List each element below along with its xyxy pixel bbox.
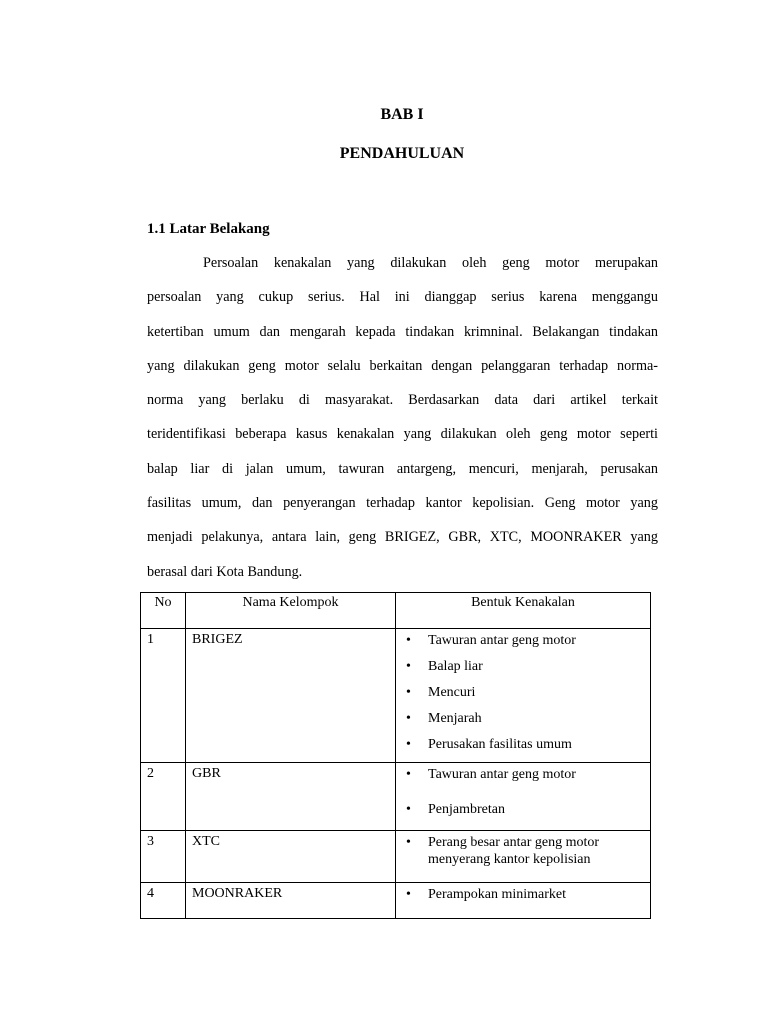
table-row xyxy=(141,831,651,883)
list-item: • Balap liar xyxy=(428,658,644,684)
header-group-name: Nama Kelompok xyxy=(186,593,396,629)
cell-group-name: GBR xyxy=(186,763,396,831)
list-item: • Perang besar antar geng motor menyerang kantor kepolisian xyxy=(428,834,644,868)
list-item: • Tawuran antar geng motor xyxy=(428,766,644,801)
paragraph-line: berasal dari Kota Bandung. xyxy=(147,563,303,580)
paragraph-line: Persoalan kenakalan yang dilakukan oleh geng motor merupakan xyxy=(203,255,658,271)
cell-delinquency-list xyxy=(396,883,651,919)
list-item: • Menjarah xyxy=(428,710,644,736)
paragraph-line: ketertiban umum dan mengarah kepada tindakan krimninal. Belakangan tindakan xyxy=(147,323,658,340)
bullet-list xyxy=(402,886,644,903)
bullet-list xyxy=(402,834,644,868)
header-delinquency-type: Bentuk Kenakalan xyxy=(396,593,651,629)
list-item: • Mencuri xyxy=(428,684,644,710)
chapter-subtitle: PENDAHULUAN xyxy=(339,145,465,162)
table-row xyxy=(141,883,651,919)
cell-group-name: XTC xyxy=(186,831,396,883)
bullet-list xyxy=(402,632,644,762)
cell-delinquency-list xyxy=(396,763,651,831)
cell-delinquency-list xyxy=(396,629,651,763)
paragraph-line: persoalan yang cukup serius. Hal ini dianggap serius karena menggangu xyxy=(147,289,658,306)
bullet-list xyxy=(402,766,644,818)
table-header-row xyxy=(141,593,651,629)
cell-no: 2 xyxy=(141,763,186,831)
gang-table xyxy=(140,592,651,919)
list-item: • Perusakan fasilitas umum xyxy=(428,736,644,762)
table-row xyxy=(141,763,651,831)
cell-no: 3 xyxy=(141,831,186,883)
cell-delinquency-list xyxy=(396,831,651,883)
chapter-title: BAB I xyxy=(380,106,424,123)
paragraph-line: fasilitas umum, dan penyerangan terhadap kantor kepolisian. Geng motor yang xyxy=(147,495,658,512)
paragraph-line: yang dilakukan geng motor selalu berkaitan dengan pelanggaran terhadap norma- xyxy=(147,357,658,374)
header-no: No xyxy=(141,593,186,629)
paragraph-line: balap liar di jalan umum, tawuran antargeng, mencuri, menjarah, perusakan xyxy=(147,460,658,477)
cell-no: 1 xyxy=(141,629,186,763)
paragraph-line: teridentifikasi beberapa kasus kenakalan yang dilakukan oleh geng motor seperti xyxy=(147,426,658,443)
paragraph-line: norma yang berlaku di masyarakat. Berdasarkan data dari artikel terkait xyxy=(147,392,658,409)
list-item: • Tawuran antar geng motor xyxy=(428,632,644,658)
paragraph-line: menjadi pelakunya, antara lain, geng BRIGEZ, GBR, XTC, MOONRAKER yang xyxy=(147,529,658,546)
cell-no: 4 xyxy=(141,883,186,919)
body-paragraph xyxy=(147,252,658,595)
table-row xyxy=(141,629,651,763)
cell-group-name: BRIGEZ xyxy=(186,629,396,763)
cell-group-name: MOONRAKER xyxy=(186,883,396,919)
list-item: • Perampokan minimarket xyxy=(428,886,644,903)
list-item: • Penjambretan xyxy=(428,801,644,818)
section-heading: 1.1 Latar Belakang xyxy=(147,221,270,237)
